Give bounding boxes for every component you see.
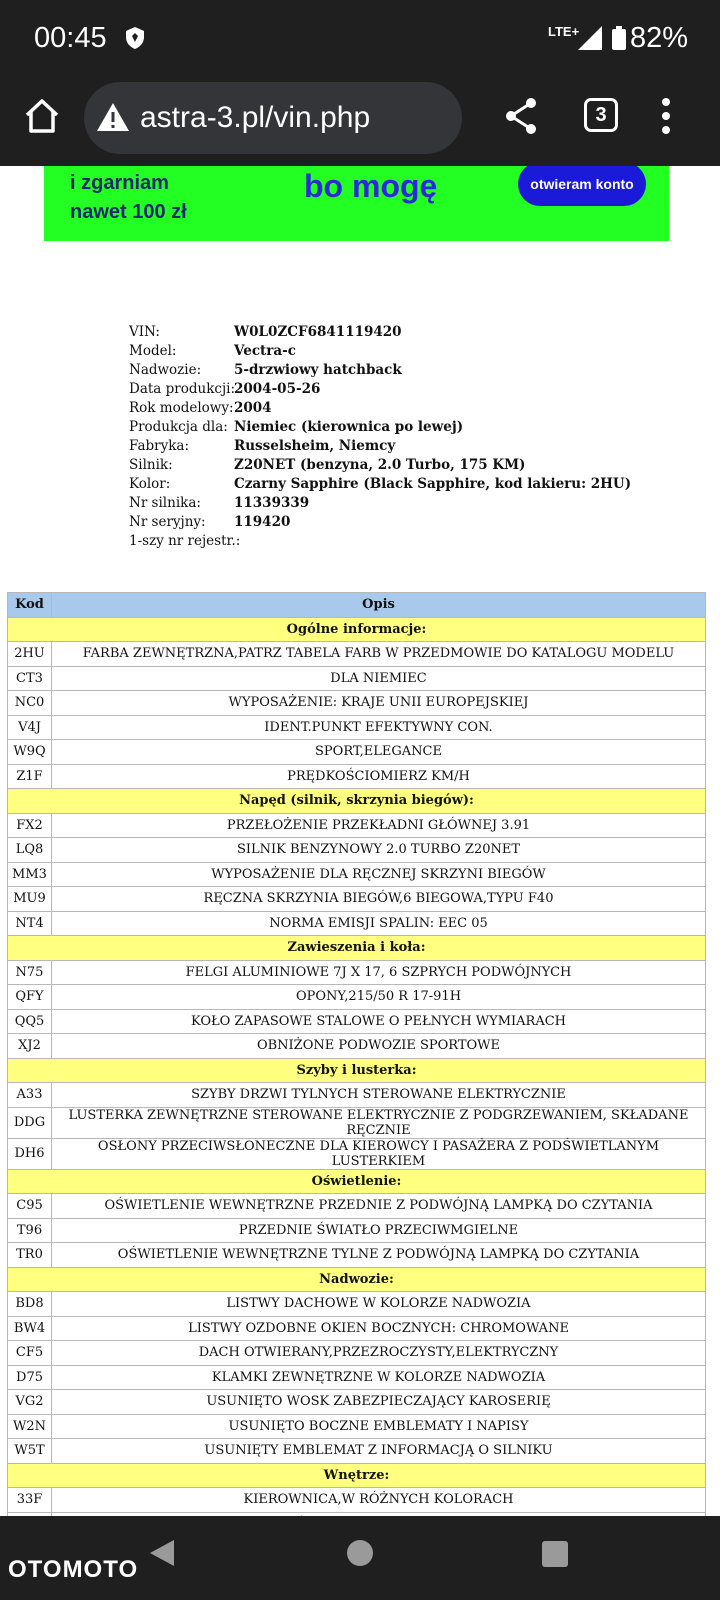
option-code: CT3 xyxy=(8,666,52,691)
signal-icon xyxy=(578,26,602,50)
table-row xyxy=(8,1365,706,1390)
option-description: PRĘDKOŚCIOMIERZ KM/H xyxy=(52,764,706,789)
table-row xyxy=(8,1138,706,1169)
option-description: LUSTERKA ZEWNĘTRZNE STEROWANE ELEKTRYCZNIE Z PODGRZEWANIEM, SKŁADANE RĘCZNIE xyxy=(52,1107,706,1138)
section-row xyxy=(8,1267,706,1292)
section-title: Nadwozie: xyxy=(8,1267,706,1292)
option-description: USUNIĘTO BOCZNE EMBLEMATY I NAPISY xyxy=(52,1414,706,1439)
info-value: Russelsheim, Niemcy xyxy=(234,438,396,454)
browser-toolbar xyxy=(0,78,720,166)
option-code: FX2 xyxy=(8,813,52,838)
info-label: Kolor: xyxy=(129,476,171,492)
table-row xyxy=(8,1243,706,1268)
option-description: WYPOSAŻENIE DLA RĘCZNEJ SKRZYNI BIEGÓW xyxy=(52,862,706,887)
option-code: DH6 xyxy=(8,1138,52,1169)
option-code: N75 xyxy=(8,960,52,985)
section-row xyxy=(8,1058,706,1083)
home-button[interactable] xyxy=(347,1540,373,1566)
section-row xyxy=(8,1463,706,1488)
section-row xyxy=(8,789,706,814)
option-description: RĘCZNA SKRZYNIA BIEGÓW,6 BIEGOWA,TYPU F40 xyxy=(52,887,706,912)
table-row xyxy=(8,642,706,667)
option-code: LQ8 xyxy=(8,838,52,863)
info-value: Vectra-c xyxy=(234,343,296,359)
info-label: VIN: xyxy=(129,324,160,340)
option-description: FARBA ZEWNĘTRZNA,PATRZ TABELA FARB W PRZEDMOWIE DO KATALOGU MODELU xyxy=(52,642,706,667)
option-description: USUNIĘTO WOSK ZABEZPIECZAJĄCY KAROSERIĘ xyxy=(52,1390,706,1415)
url-text[interactable]: astra-3.pl/vin.php xyxy=(140,101,371,134)
table-row xyxy=(8,666,706,691)
info-label: Data produkcji: xyxy=(129,381,235,397)
info-value: Niemiec (kierownica po lewej) xyxy=(234,419,464,435)
info-value: 5-drzwiowy hatchback xyxy=(234,362,402,378)
option-code: BW4 xyxy=(8,1316,52,1341)
table-row xyxy=(8,1292,706,1317)
info-label: 1-szy nr rejestr.: xyxy=(129,533,241,549)
option-description: WYPOSAŻENIE: KRAJE UNII EUROPEJSKIEJ xyxy=(52,691,706,716)
info-row xyxy=(129,513,631,532)
option-description: OSŁONY PRZECIWSŁONECZNE DLA KIEROWCY I PASAŻERA Z PODŚWIETLANYM LUSTERKIEM xyxy=(52,1138,706,1169)
option-code: MU9 xyxy=(8,887,52,912)
table-row xyxy=(8,1390,706,1415)
table-row xyxy=(8,1341,706,1366)
option-description: DLA NIEMIEC xyxy=(52,666,706,691)
option-code: W5T xyxy=(8,1439,52,1464)
equipment-table xyxy=(7,592,706,1537)
ad-banner[interactable] xyxy=(44,166,669,241)
info-label: Nadwozie: xyxy=(129,362,202,378)
warning-icon[interactable] xyxy=(96,102,130,132)
status-time: 00:45 xyxy=(34,22,107,54)
option-description: OŚWIETLENIE WEWNĘTRZNE TYLNE Z PODWÓJNĄ LAMPKĄ DO CZYTANIA xyxy=(52,1243,706,1268)
option-description: LISTWY DACHOWE W KOLORZE NADWOZIA xyxy=(52,1292,706,1317)
table-row xyxy=(8,1107,706,1138)
option-code: QQ5 xyxy=(8,1009,52,1034)
info-row xyxy=(129,380,631,399)
option-code: NT4 xyxy=(8,911,52,936)
info-value: Z20NET (benzyna, 2.0 Turbo, 175 KM) xyxy=(234,457,526,473)
ad-text-line1: i zgarniam xyxy=(70,172,169,194)
table-row xyxy=(8,1439,706,1464)
info-row xyxy=(129,418,631,437)
option-code: D75 xyxy=(8,1365,52,1390)
option-description: USUNIĘTY EMBLEMAT Z INFORMACJĄ O SILNIKU xyxy=(52,1439,706,1464)
info-row xyxy=(129,399,631,418)
table-row xyxy=(8,1194,706,1219)
table-row xyxy=(8,1034,706,1059)
table-row xyxy=(8,715,706,740)
info-row xyxy=(129,494,631,513)
option-description: PRZEDNIE ŚWIATŁO PRZECIWMGIELNE xyxy=(52,1218,706,1243)
option-code: XJ2 xyxy=(8,1034,52,1059)
info-label: Nr silnika: xyxy=(129,495,201,511)
table-row xyxy=(8,691,706,716)
info-row xyxy=(129,437,631,456)
option-code: CF5 xyxy=(8,1341,52,1366)
table-row xyxy=(8,960,706,985)
table-row xyxy=(8,1009,706,1034)
section-title: Szyby i lusterka: xyxy=(8,1058,706,1083)
option-code: BD8 xyxy=(8,1292,52,1317)
info-row xyxy=(129,532,631,551)
address-bar[interactable] xyxy=(84,82,462,154)
section-title: Ogólne informacje: xyxy=(8,617,706,642)
option-description: KOŁO ZAPASOWE STALOWE O PEŁNYCH WYMIARACH xyxy=(52,1009,706,1034)
section-title: Zawieszenia i koła: xyxy=(8,936,706,961)
info-row xyxy=(129,323,631,342)
ad-cta-button[interactable]: otwieram konto xyxy=(518,166,646,206)
option-description: FELGI ALUMINIOWE 7J X 17, 6 SZPRYCH PODWÓJNYCH xyxy=(52,960,706,985)
table-row xyxy=(8,985,706,1010)
section-title: Oświetlenie: xyxy=(8,1169,706,1194)
option-description: NORMA EMISJI SPALIN: EEC 05 xyxy=(52,911,706,936)
table-row xyxy=(8,862,706,887)
option-code: A33 xyxy=(8,1083,52,1108)
info-row xyxy=(129,342,631,361)
table-row xyxy=(8,740,706,765)
info-label: Fabryka: xyxy=(129,438,189,454)
header-code: Kod xyxy=(8,593,52,618)
table-row xyxy=(8,838,706,863)
home-icon[interactable] xyxy=(22,96,62,136)
back-icon[interactable] xyxy=(148,1538,176,1568)
option-description: LISTWY OZDOBNE OKIEN BOCZNYCH: CHROMOWANE xyxy=(52,1316,706,1341)
section-row xyxy=(8,617,706,642)
info-value: 11339339 xyxy=(234,495,310,511)
table-row xyxy=(8,813,706,838)
table-row xyxy=(8,1414,706,1439)
info-label: Produkcja dla: xyxy=(129,419,228,435)
option-code: W9Q xyxy=(8,740,52,765)
section-title: Wnętrze: xyxy=(8,1463,706,1488)
share-icon[interactable] xyxy=(503,96,539,136)
option-description: SILNIK BENZYNOWY 2.0 TURBO Z20NET xyxy=(52,838,706,863)
option-description: IDENT.PUNKT EFEKTYWNY CON. xyxy=(52,715,706,740)
vehicle-info xyxy=(129,323,631,551)
option-code: C95 xyxy=(8,1194,52,1219)
table-row xyxy=(8,1316,706,1341)
watermark-logo: OTOMOTO xyxy=(8,1556,139,1583)
option-description: KIEROWNICA,W RÓŻNYCH KOLORACH xyxy=(52,1488,706,1513)
tab-switcher-button[interactable]: 3 xyxy=(584,98,618,132)
info-label: Rok modelowy: xyxy=(129,400,234,416)
table-row xyxy=(8,911,706,936)
more-menu-icon[interactable] xyxy=(660,96,672,136)
info-label: Model: xyxy=(129,343,177,359)
ad-headline: bo mogę xyxy=(304,168,438,204)
table-row xyxy=(8,1488,706,1513)
option-code: V4J xyxy=(8,715,52,740)
table-row xyxy=(8,1083,706,1108)
option-code: DDG xyxy=(8,1107,52,1138)
section-row xyxy=(8,936,706,961)
info-value: 2004 xyxy=(234,400,272,416)
shield-icon xyxy=(125,26,145,50)
recents-button[interactable] xyxy=(542,1541,568,1567)
option-description: KLAMKI ZEWNĘTRZNE W KOLORZE NADWOZIA xyxy=(52,1365,706,1390)
header-description: Opis xyxy=(52,593,706,618)
network-type: LTE+ xyxy=(548,24,580,39)
option-code: T96 xyxy=(8,1218,52,1243)
info-row xyxy=(129,456,631,475)
battery-level: 82% xyxy=(630,22,689,54)
info-value: W0L0ZCF6841119420 xyxy=(234,324,402,340)
option-description: OPONY,215/50 R 17-91H xyxy=(52,985,706,1010)
info-row xyxy=(129,361,631,380)
info-value: 2004-05-26 xyxy=(234,381,321,397)
option-code: NC0 xyxy=(8,691,52,716)
status-bar xyxy=(0,0,720,78)
option-description: PRZEŁOŻENIE PRZEKŁADNI GŁÓWNEJ 3.91 xyxy=(52,813,706,838)
option-description: SPORT,ELEGANCE xyxy=(52,740,706,765)
table-header-row xyxy=(8,593,706,618)
option-code: Z1F xyxy=(8,764,52,789)
option-code: 33F xyxy=(8,1488,52,1513)
table-row xyxy=(8,764,706,789)
option-code: W2N xyxy=(8,1414,52,1439)
ad-text-line2: nawet 100 zł xyxy=(70,201,187,223)
option-description: SZYBY DRZWI TYLNYCH STEROWANE ELEKTRYCZNIE xyxy=(52,1083,706,1108)
table-row xyxy=(8,887,706,912)
info-value: 119420 xyxy=(234,514,291,530)
info-label: Silnik: xyxy=(129,457,173,473)
battery-icon xyxy=(612,26,626,50)
option-code: QFY xyxy=(8,985,52,1010)
info-row xyxy=(129,475,631,494)
section-title: Napęd (silnik, skrzynia biegów): xyxy=(8,789,706,814)
option-code: MM3 xyxy=(8,862,52,887)
option-code: 2HU xyxy=(8,642,52,667)
table-row xyxy=(8,1218,706,1243)
info-value: Czarny Sapphire (Black Sapphire, kod lakieru: 2HU) xyxy=(234,476,632,492)
section-row xyxy=(8,1169,706,1194)
option-description: OŚWIETLENIE WEWNĘTRZNE PRZEDNIE Z PODWÓJNĄ LAMPKĄ DO CZYTANIA xyxy=(52,1194,706,1219)
info-label: Nr seryjny: xyxy=(129,514,206,530)
option-description: DACH OTWIERANY,PRZEZROCZYSTY,ELEKTRYCZNY xyxy=(52,1341,706,1366)
option-description: OBNIŻONE PODWOZIE SPORTOWE xyxy=(52,1034,706,1059)
option-code: VG2 xyxy=(8,1390,52,1415)
option-code: TR0 xyxy=(8,1243,52,1268)
